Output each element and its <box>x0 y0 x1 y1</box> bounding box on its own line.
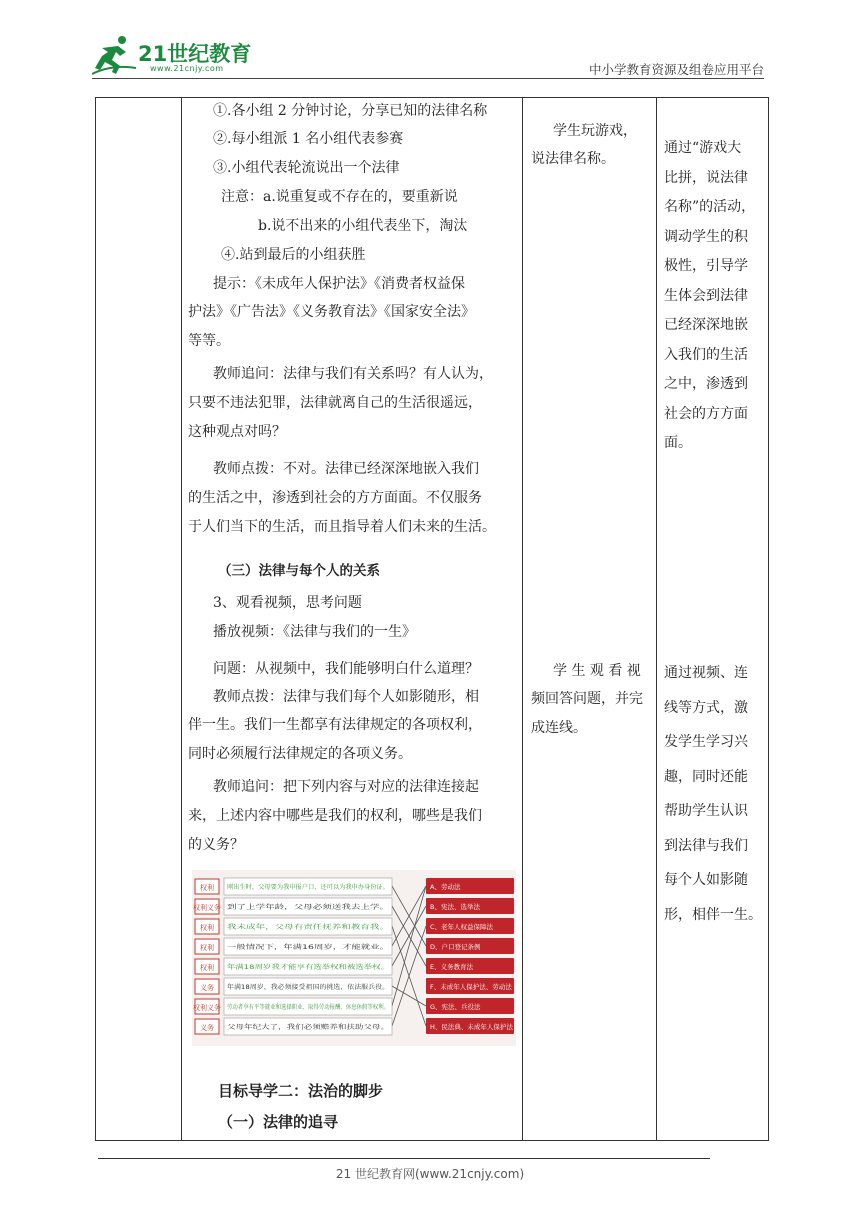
intent-line: 帮助学生认识 <box>664 803 748 819</box>
teacher-line: 教师追问：把下列内容与对应的法律连接起 <box>213 779 479 795</box>
intent-line: 每个人如影随 <box>664 872 748 888</box>
law-label: G、宪法、兵役法 <box>430 1003 481 1011</box>
intent-line: 趣，同时还能 <box>664 768 748 785</box>
intent-line: 通过“游戏大 <box>664 140 742 156</box>
logo-url: www.21cnjy.com <box>150 64 224 73</box>
intent-line: 发学生学习兴 <box>664 734 748 750</box>
statement-text: 我未成年，父母有责任抚养和教育我。 <box>227 924 330 931</box>
teacher-line: 的生活之中，渗透到社会的方方面面。不仅服务 <box>188 490 482 506</box>
teacher-line: （一）法律的追寻 <box>218 1113 339 1131</box>
logo-text: 21世纪教育 <box>138 42 252 66</box>
tag-label: 权利 <box>200 944 214 952</box>
page-header <box>0 0 860 80</box>
statement-text: 一般情况下，年满16周岁，才能就业。 <box>227 944 331 951</box>
teacher-line: 注意：a.说重复或不存在的，要重新说 <box>221 189 458 205</box>
matching-link <box>392 886 426 1006</box>
statement-text: 年满18周岁，我必须接受祖国的挑选，依法服兵役。 <box>227 984 367 991</box>
statement-text: 年满18周岁我才能享有选举权和被选举权。 <box>227 964 343 971</box>
teacher-line: ②.每小组派 1 名小组代表参赛 <box>213 131 404 147</box>
intent-line: 到法律与我们 <box>664 837 748 854</box>
law-label: E、义务教育法 <box>430 963 474 971</box>
tag-label: 义务 <box>200 1024 214 1032</box>
teacher-line: 这种观点对吗？ <box>188 424 286 440</box>
header-divider <box>92 78 764 79</box>
teacher-line: 目标导学二：法治的脚步 <box>218 1082 384 1100</box>
teacher-line: 于人们当下的生活，而且指导着人们未来的生活。 <box>188 519 496 535</box>
law-label: H、民法典、未成年人保护法 <box>430 1023 513 1031</box>
student-line: 学生玩游戏， <box>553 123 637 139</box>
statement-text: 到了上学年龄，父母必须送我去上学。 <box>227 904 330 911</box>
tag-label: 义务 <box>200 984 214 992</box>
intent-line: 极性，引导学 <box>664 258 748 274</box>
statement-text: 父母年纪大了，我们必须赡养和扶助父母。 <box>227 1024 342 1031</box>
student-line: 学 生 观 看 视 <box>553 663 641 679</box>
teacher-activity-cell <box>182 98 523 1141</box>
footer-divider <box>98 1158 710 1159</box>
design-intent-cell <box>657 98 769 1141</box>
tag-label: 权利义务 <box>193 904 221 912</box>
law-label: F、未成年人保护法、劳动法 <box>430 983 512 991</box>
lesson-table <box>95 97 769 1141</box>
intent-line: 形，相伴一生。 <box>664 906 762 923</box>
teacher-line: 的义务？ <box>188 837 244 853</box>
law-label: D、户口登记条例 <box>430 943 481 951</box>
teacher-line: 教师追问：法律与我们有关系吗？有人认为， <box>213 366 493 382</box>
intent-line: 社会的方方面 <box>664 405 748 422</box>
site-logo[interactable] <box>92 34 262 78</box>
intent-line: 通过视频、连 <box>664 665 748 681</box>
law-label: B、宪法、选举法 <box>430 903 480 911</box>
intent-line: 已经深深地嵌 <box>664 317 748 333</box>
intent-line: 比拼，说法律 <box>664 169 748 186</box>
tag-label: 权利义务 <box>193 1004 221 1012</box>
teacher-line: 只要不违法犯罪，法律就离自己的生活很遥远， <box>188 395 482 411</box>
intent-line: 调动学生的积 <box>664 228 748 245</box>
tag-label: 权利 <box>200 924 214 932</box>
teacher-line: （三）法律与每个人的关系 <box>218 563 380 579</box>
teacher-line: 同时必须履行法律规定的各项义务。 <box>188 746 412 762</box>
runner-logo-icon <box>92 34 136 78</box>
intent-line: 名称”的活动， <box>664 199 756 215</box>
tag-label: 权利 <box>200 964 214 972</box>
intent-line: 入我们的生活 <box>664 346 748 363</box>
teacher-line: 伴一生。我们一生都享有法律规定的各项权利， <box>188 717 482 733</box>
intent-line: 线等方式，激 <box>664 699 748 716</box>
stage-cell <box>96 98 182 1141</box>
teacher-line: 教师点拨：法律与我们每个人如影随形，相 <box>213 689 479 705</box>
teacher-line: b.说不出来的小组代表坐下，淘汰 <box>258 218 468 234</box>
tag-label: 权利 <box>200 884 214 892</box>
student-line: 频回答问题，并完 <box>531 691 643 707</box>
intent-line: 生体会到法律 <box>664 287 748 304</box>
teacher-line: ③.小组代表轮流说出一个法律 <box>213 160 400 176</box>
student-line: 说法律名称。 <box>531 151 615 167</box>
statement-text: 劳动者享有平等就业和选择职业、取得劳动报酬、休息休假等权利。 <box>227 1004 408 1011</box>
teacher-line: 护法》《广告法》《义务教育法》《国家安全法》 <box>188 304 475 320</box>
student-activity-cell <box>523 98 657 1141</box>
law-label: A、劳动法 <box>430 883 461 891</box>
platform-title: 中小学教育资源及组卷应用平台 <box>588 62 764 77</box>
teacher-line: 来，上述内容中哪些是我们的权利，哪些是我们 <box>188 808 482 824</box>
law-matching-image <box>192 870 516 1046</box>
teacher-line: 3、观看视频，思考问题 <box>213 595 362 611</box>
teacher-line: ④.站到最后的小组获胜 <box>221 247 366 263</box>
teacher-line: 播放视频：《法律与我们的一生》 <box>213 624 416 640</box>
teacher-line: ①.各小组 2 分钟讨论，分享已知的法律名称 <box>213 103 488 119</box>
teacher-line: 教师点拨：不对。法律已经深深地嵌入我们 <box>213 461 479 477</box>
teacher-line: 提示：《未成年人保护法》《消费者权益保 <box>213 276 465 292</box>
teacher-line: 问题：从视频中，我们能够明白什么道理？ <box>213 661 479 677</box>
intent-line: 面。 <box>664 435 692 451</box>
footer-text: 21 世纪教育网(www.21cnjy.com) <box>335 1167 525 1181</box>
law-label: C、老年人权益保障法 <box>430 923 494 931</box>
statement-text: 刚出生时，父母要为我申报户口，还可以为我申办身份证。 <box>227 884 384 891</box>
matching-diagram <box>192 870 516 1046</box>
intent-line: 之中，渗透到 <box>664 376 748 392</box>
student-line: 成连线。 <box>531 720 587 736</box>
teacher-line: 等等。 <box>188 333 230 349</box>
